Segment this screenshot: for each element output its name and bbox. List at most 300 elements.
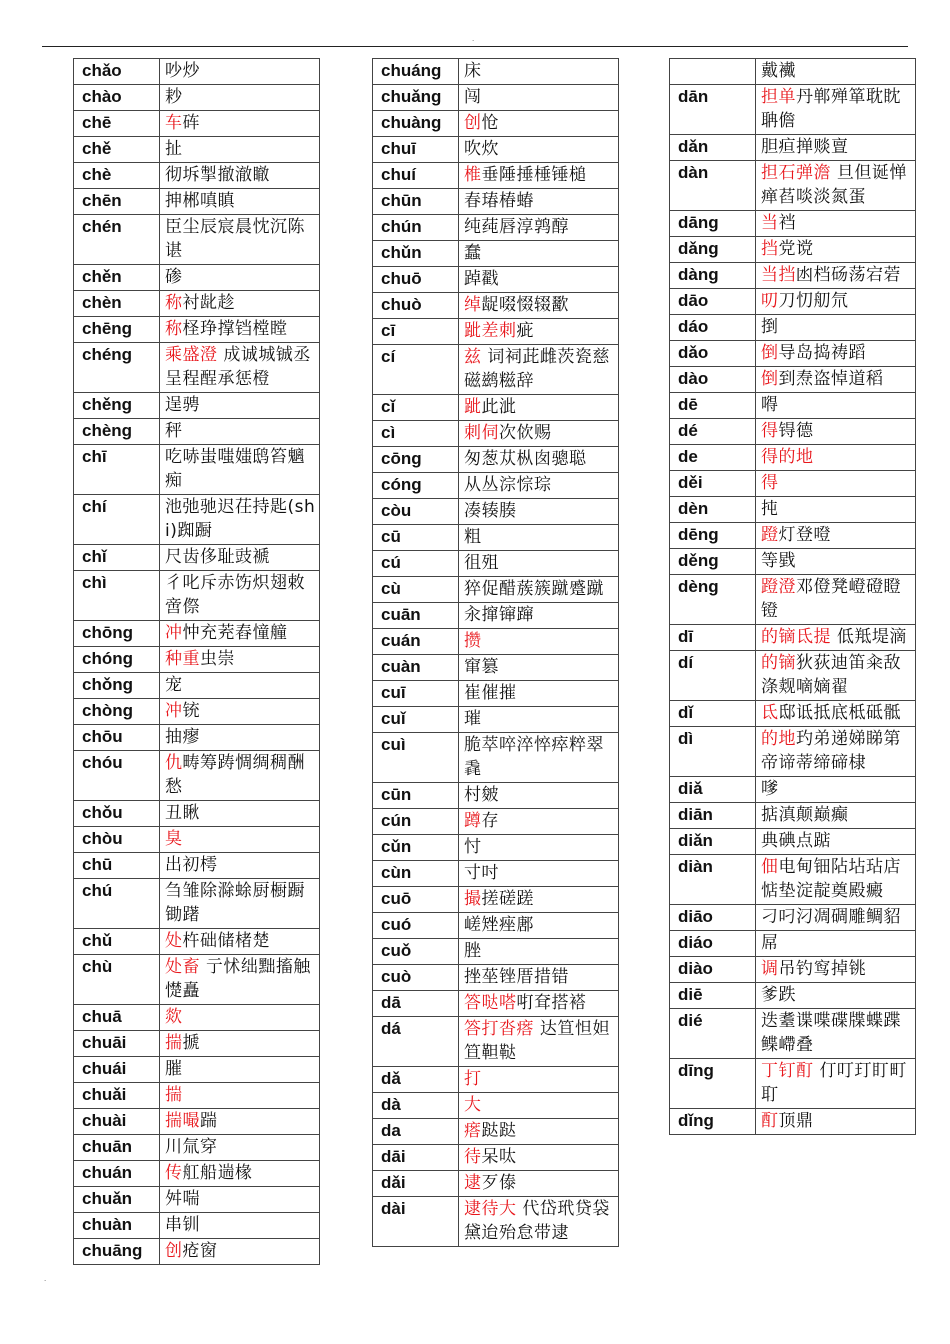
- table-row: [373, 707, 619, 733]
- regular-characters: 村皴: [464, 785, 499, 805]
- table-row: [373, 887, 619, 913]
- table-row: [670, 575, 916, 625]
- table-row: [373, 939, 619, 965]
- table-row: [74, 1135, 320, 1161]
- characters-cell: [459, 733, 619, 783]
- header-rule: [42, 46, 908, 47]
- pinyin-cell: dǎ: [373, 1067, 459, 1093]
- table-row: [74, 111, 320, 137]
- polyphonic-characters: 称: [165, 293, 183, 313]
- table-row: [670, 523, 916, 549]
- pinyin-cell: cù: [373, 577, 459, 603]
- pinyin-cell: chún: [373, 215, 459, 241]
- table-row: [373, 1093, 619, 1119]
- characters-cell: [756, 651, 916, 701]
- characters-cell: [756, 135, 916, 161]
- pinyin-cell: dào: [670, 367, 756, 393]
- pinyin-table-column-3: [669, 58, 916, 1135]
- pinyin-cell: dāo: [670, 289, 756, 315]
- regular-characters: 宠: [165, 675, 183, 695]
- regular-characters: 尺齿侈耻豉褫: [165, 547, 270, 567]
- characters-cell: [459, 137, 619, 163]
- pinyin-cell: còu: [373, 499, 459, 525]
- header-mark: ·: [472, 37, 475, 45]
- regular-characters: 挫莝锉厝措错: [464, 967, 569, 987]
- polyphonic-characters: 酊: [761, 1111, 779, 1131]
- regular-characters: 玓弟递娣睇第帝谛蒂缔碲棣: [761, 729, 901, 773]
- pinyin-cell: chuǎng: [373, 85, 459, 111]
- pinyin-cell: chěng: [74, 393, 160, 419]
- pinyin-cell: chuò: [373, 293, 459, 319]
- table-row: [670, 905, 916, 931]
- characters-cell: [160, 317, 320, 343]
- pinyin-cell: chè: [74, 163, 160, 189]
- characters-cell: [756, 341, 916, 367]
- polyphonic-characters: 大: [464, 1095, 482, 1115]
- table-row: [373, 681, 619, 707]
- table-row: [74, 495, 320, 545]
- characters-cell: [756, 289, 916, 315]
- pinyin-cell: chuái: [74, 1057, 160, 1083]
- regular-characters: 扽: [761, 499, 779, 519]
- regular-characters: 丹郸殚箪耽眈聃儋: [761, 87, 901, 131]
- pinyin-cell: cōng: [373, 447, 459, 473]
- pinyin-cell: diǎ: [670, 777, 756, 803]
- polyphonic-characters: 的镝: [761, 653, 796, 673]
- characters-cell: [160, 827, 320, 853]
- characters-cell: [756, 315, 916, 341]
- table-row: [670, 1109, 916, 1135]
- characters-cell: [756, 575, 916, 625]
- regular-characters: 床: [464, 61, 482, 81]
- regular-characters: 秤: [165, 421, 183, 441]
- characters-cell: [756, 803, 916, 829]
- characters-cell: [160, 393, 320, 419]
- pinyin-cell: chuàng: [373, 111, 459, 137]
- polyphonic-characters: 蹬澄: [761, 577, 796, 597]
- regular-characters: 逞骋: [165, 395, 200, 415]
- regular-characters: 畴筹踌惆绸稠酬愁: [165, 753, 305, 797]
- characters-cell: [160, 445, 320, 495]
- characters-cell: [756, 983, 916, 1009]
- characters-cell: [459, 1067, 619, 1093]
- regular-characters: 存: [481, 811, 499, 831]
- characters-cell: [160, 1031, 320, 1057]
- table-row: [670, 855, 916, 905]
- pinyin-cell: chú: [74, 879, 160, 929]
- pinyin-cell: chuáng: [373, 59, 459, 85]
- polyphonic-characters: 待: [464, 1147, 482, 1167]
- regular-characters: 吊钓窎掉铫: [778, 959, 866, 979]
- regular-characters: 抻郴嗔瞋: [165, 191, 235, 211]
- table-row: [74, 1031, 320, 1057]
- polyphonic-characters: 丁钉酊: [761, 1061, 814, 1081]
- polyphonic-characters: 撮: [464, 889, 482, 909]
- pinyin-cell: dān: [670, 85, 756, 135]
- characters-cell: [160, 647, 320, 673]
- pinyin-cell: dàng: [670, 263, 756, 289]
- characters-cell: [160, 343, 320, 393]
- characters-cell: [459, 629, 619, 655]
- table-row: [373, 1119, 619, 1145]
- regular-characters: 杵础储楮楚: [182, 931, 270, 951]
- characters-cell: [459, 965, 619, 991]
- pinyin-cell: chóng: [74, 647, 160, 673]
- regular-characters: 低羝堤滴: [831, 627, 907, 647]
- regular-characters: 呆呔: [481, 1147, 517, 1167]
- regular-characters: 垂陲捶棰锤槌: [481, 165, 587, 185]
- polyphonic-characters: 的镝氐提: [761, 627, 831, 647]
- regular-characters: 达笪怛妲笪靼鞑: [464, 1019, 610, 1063]
- table-row: [74, 291, 320, 317]
- characters-cell: [756, 523, 916, 549]
- pinyin-cell: chèn: [74, 291, 160, 317]
- regular-characters: 搓磋蹉: [481, 889, 534, 909]
- table-row: [373, 1145, 619, 1171]
- characters-cell: [756, 85, 916, 135]
- table-row: [670, 445, 916, 471]
- pinyin-cell: cuī: [373, 681, 459, 707]
- characters-cell: [160, 801, 320, 827]
- characters-cell: [756, 1109, 916, 1135]
- characters-cell: [160, 163, 320, 189]
- characters-cell: [160, 189, 320, 215]
- pinyin-cell: chǒng: [74, 673, 160, 699]
- regular-characters: 川氚穿: [165, 1137, 218, 1157]
- pinyin-cell: chī: [74, 445, 160, 495]
- characters-cell: [160, 111, 320, 137]
- regular-characters: 仃叮玎盯町耵: [761, 1061, 907, 1105]
- characters-cell: [160, 137, 320, 163]
- table-row: [74, 215, 320, 265]
- pinyin-cell: diān: [670, 803, 756, 829]
- characters-cell: [459, 603, 619, 629]
- table-row: [373, 603, 619, 629]
- table-row: [74, 1187, 320, 1213]
- characters-cell: [459, 473, 619, 499]
- table-row: [74, 343, 320, 393]
- characters-cell: [160, 1213, 320, 1239]
- characters-cell: [459, 85, 619, 111]
- characters-cell: [459, 1171, 619, 1197]
- characters-cell: [459, 887, 619, 913]
- pinyin-cell: dáo: [670, 315, 756, 341]
- polyphonic-characters: 逮待大: [464, 1199, 517, 1219]
- characters-cell: [459, 1017, 619, 1067]
- table-row: [670, 367, 916, 393]
- pinyin-cell: diáo: [670, 931, 756, 957]
- pinyin-cell: cú: [373, 551, 459, 577]
- characters-cell: [160, 699, 320, 725]
- characters-cell: [160, 853, 320, 879]
- polyphonic-characters: 答打沓瘩: [464, 1019, 534, 1039]
- regular-characters: 寸吋: [464, 863, 499, 883]
- pinyin-cell: chuài: [74, 1109, 160, 1135]
- table-row: [670, 419, 916, 445]
- pinyin-cell: cuān: [373, 603, 459, 629]
- characters-cell: [756, 161, 916, 211]
- pinyin-cell: cuì: [373, 733, 459, 783]
- regular-characters: 脞: [464, 941, 482, 961]
- characters-cell: [459, 111, 619, 137]
- regular-characters: 璀: [464, 709, 482, 729]
- regular-characters: 猝促醋蔟簇蹴蹙蹴: [464, 579, 604, 599]
- pinyin-cell: chòng: [74, 699, 160, 725]
- characters-cell: [459, 913, 619, 939]
- table-row: [74, 445, 320, 495]
- pinyin-cell: cū: [373, 525, 459, 551]
- pinyin-cell: chēng: [74, 317, 160, 343]
- table-row: [670, 263, 916, 289]
- polyphonic-characters: 得: [761, 473, 779, 493]
- pinyin-cell: cùn: [373, 861, 459, 887]
- regular-characters: 扯: [165, 139, 183, 159]
- regular-characters: 春瑃椿蝽: [464, 191, 534, 211]
- pinyin-cell: cuǒ: [373, 939, 459, 965]
- pinyin-cell: cǐ: [373, 395, 459, 421]
- pinyin-cell: chūn: [373, 189, 459, 215]
- pinyin-cell: dīng: [670, 1059, 756, 1109]
- regular-characters: 忖: [464, 837, 482, 857]
- regular-characters: 池弛驰迟茌持匙(shi)踟蹰: [165, 497, 316, 541]
- pinyin-cell: cūn: [373, 783, 459, 809]
- table-row: [373, 499, 619, 525]
- pinyin-cell: chéng: [74, 343, 160, 393]
- characters-cell: [756, 957, 916, 983]
- characters-cell: [160, 419, 320, 445]
- regular-characters: 踹: [200, 1111, 218, 1131]
- polyphonic-characters: 得: [761, 421, 779, 441]
- pinyin-cell: chǎo: [74, 59, 160, 85]
- table-row: [74, 827, 320, 853]
- pinyin-cell: diào: [670, 957, 756, 983]
- polyphonic-characters: 刺伺: [464, 423, 499, 443]
- pinyin-cell: diǎn: [670, 829, 756, 855]
- table-row: [373, 85, 619, 111]
- polyphonic-characters: 挡: [761, 239, 779, 259]
- table-row: [74, 419, 320, 445]
- polyphonic-characters: 臭: [165, 829, 183, 849]
- table-row: [373, 215, 619, 241]
- regular-characters: 铳: [182, 701, 200, 721]
- regular-characters: 吃哧蚩嗤媸鸱笞魑痴: [165, 447, 305, 491]
- pinyin-cell: chèng: [74, 419, 160, 445]
- regular-characters: 砗: [182, 113, 200, 133]
- pinyin-cell: chuān: [74, 1135, 160, 1161]
- regular-characters: 疮窗: [182, 1241, 218, 1261]
- table-row: [74, 1005, 320, 1031]
- characters-cell: [160, 291, 320, 317]
- regular-characters: 纯莼唇淳鹑醇: [464, 217, 569, 237]
- regular-characters: 凼档砀荡宕菪: [796, 265, 901, 285]
- regular-characters: 锝德: [778, 421, 814, 441]
- pinyin-cell: cǔn: [373, 835, 459, 861]
- table-row: [670, 135, 916, 161]
- table-row: [74, 751, 320, 801]
- polyphonic-characters: 跐差刺: [464, 321, 517, 341]
- characters-cell: [160, 1109, 320, 1135]
- regular-characters: 嘚: [761, 395, 779, 415]
- polyphonic-characters: 传: [165, 1163, 183, 1183]
- characters-cell: [756, 263, 916, 289]
- table-row: [373, 629, 619, 655]
- characters-cell: [160, 621, 320, 647]
- polyphonic-characters: 担石弹澹: [761, 163, 831, 183]
- regular-characters: 吹炊: [464, 139, 499, 159]
- polyphonic-characters: 处畜: [165, 957, 200, 977]
- characters-cell: [160, 955, 320, 1005]
- characters-cell: [160, 1083, 320, 1109]
- polyphonic-characters: 攒: [464, 631, 482, 651]
- pinyin-cell: dì: [670, 727, 756, 777]
- regular-characters: 电甸钿阽坫玷店惦垫淀靛奠殿癜: [761, 857, 901, 901]
- regular-characters: 刍雏除滁蜍厨橱蹰锄躇: [165, 881, 305, 925]
- pinyin-cell: cī: [373, 319, 459, 345]
- regular-characters: 狄荻迪笛籴敌涤觌嘀嫡翟: [761, 653, 901, 697]
- pinyin-table-column-2: [372, 58, 619, 1247]
- pinyin-cell: dī: [670, 625, 756, 651]
- characters-cell: [459, 267, 619, 293]
- pinyin-cell: cuó: [373, 913, 459, 939]
- characters-cell: [160, 215, 320, 265]
- regular-characters: 忡充茺舂憧艟: [182, 623, 288, 643]
- regular-characters: 词祠茈雌茨瓷慈磁鹚糍辞: [464, 347, 610, 391]
- regular-characters: 粗: [464, 527, 482, 547]
- pinyin-cell: [670, 59, 756, 85]
- table-row: [373, 1067, 619, 1093]
- pinyin-cell: chōu: [74, 725, 160, 751]
- regular-characters: 旦但诞惮瘅萏啖淡氮蛋: [761, 163, 907, 207]
- regular-characters: 代岱玳贷袋黛迨殆怠带逮: [464, 1199, 610, 1243]
- pinyin-cell: dàn: [670, 161, 756, 211]
- pinyin-cell: chuàn: [74, 1213, 160, 1239]
- pinyin-cell: chōng: [74, 621, 160, 647]
- table-row: [670, 59, 916, 85]
- regular-characters: 掂滇颠巅癫: [761, 805, 849, 825]
- regular-characters: 彻坼掣撤澈瞮: [165, 165, 270, 185]
- regular-characters: 凑辏腠: [464, 501, 517, 521]
- pinyin-cell: cuò: [373, 965, 459, 991]
- table-row: [373, 1171, 619, 1197]
- characters-cell: [459, 681, 619, 707]
- table-row: [670, 549, 916, 575]
- regular-characters: 党谠: [778, 239, 814, 259]
- characters-cell: [459, 707, 619, 733]
- characters-cell: [160, 1187, 320, 1213]
- polyphonic-characters: 揣: [165, 1085, 183, 1105]
- pinyin-cell: chuǎi: [74, 1083, 160, 1109]
- polyphonic-characters: 处: [165, 931, 183, 951]
- polyphonic-characters: 仇: [165, 753, 183, 773]
- polyphonic-characters: 兹: [464, 347, 482, 367]
- pinyin-cell: chǒu: [74, 801, 160, 827]
- characters-cell: [459, 395, 619, 421]
- regular-characters: 抽瘳: [165, 727, 200, 747]
- characters-cell: [160, 545, 320, 571]
- table-row: [670, 315, 916, 341]
- pinyin-cell: dé: [670, 419, 756, 445]
- characters-cell: [160, 1005, 320, 1031]
- table-row: [373, 991, 619, 1017]
- polyphonic-characters: 当挡: [761, 265, 796, 285]
- characters-cell: [756, 855, 916, 905]
- table-row: [670, 497, 916, 523]
- pinyin-cell: dē: [670, 393, 756, 419]
- regular-characters: 歹傣: [481, 1173, 517, 1193]
- pinyin-cell: chuā: [74, 1005, 160, 1031]
- table-row: [74, 1213, 320, 1239]
- pinyin-cell: diāo: [670, 905, 756, 931]
- table-row: [670, 393, 916, 419]
- pinyin-cell: dèng: [670, 575, 756, 625]
- regular-characters: 顶鼎: [778, 1111, 814, 1131]
- regular-characters: 等戥: [761, 551, 796, 571]
- characters-cell: [756, 777, 916, 803]
- pinyin-cell: chào: [74, 85, 160, 111]
- table-row: [74, 265, 320, 291]
- regular-characters: 碜: [165, 267, 183, 287]
- table-row: [74, 879, 320, 929]
- characters-cell: [459, 939, 619, 965]
- regular-characters: 衬龀趁: [182, 293, 235, 313]
- table-row: [373, 319, 619, 345]
- polyphonic-characters: 叨: [761, 291, 779, 311]
- polyphonic-characters: 椎: [464, 165, 482, 185]
- characters-cell: [756, 471, 916, 497]
- pinyin-cell: dǐ: [670, 701, 756, 727]
- pinyin-cell: chuāi: [74, 1031, 160, 1057]
- characters-cell: [459, 1119, 619, 1145]
- characters-cell: [756, 237, 916, 263]
- table-row: [373, 395, 619, 421]
- pinyin-cell: cì: [373, 421, 459, 447]
- polyphonic-characters: 瘩: [464, 1121, 482, 1141]
- characters-cell: [459, 809, 619, 835]
- regular-characters: 搋: [182, 1033, 200, 1053]
- pinyin-cell: chǔ: [74, 929, 160, 955]
- characters-cell: [459, 835, 619, 861]
- table-row: [670, 85, 916, 135]
- table-row: [670, 957, 916, 983]
- characters-cell: [756, 829, 916, 855]
- pinyin-cell: cóng: [373, 473, 459, 499]
- regular-characters: 窜篡: [464, 657, 499, 677]
- regular-characters: 爹跌: [761, 985, 796, 1005]
- regular-characters: 导岛捣祷蹈: [778, 343, 866, 363]
- regular-characters: 此泚: [481, 397, 517, 417]
- regular-characters: 咑耷搭褡: [516, 993, 587, 1013]
- characters-cell: [160, 571, 320, 621]
- regular-characters: 虫崇: [200, 649, 235, 669]
- regular-characters: 怆: [481, 113, 499, 133]
- characters-cell: [459, 991, 619, 1017]
- table-row: [670, 341, 916, 367]
- characters-cell: [459, 1145, 619, 1171]
- regular-characters: 邓僜凳嶝磴瞪镫: [761, 577, 901, 621]
- regular-characters: 灯登噔: [778, 525, 831, 545]
- pinyin-cell: dá: [373, 1017, 459, 1067]
- characters-cell: [756, 727, 916, 777]
- table-row: [373, 421, 619, 447]
- pinyin-cell: chòu: [74, 827, 160, 853]
- table-row: [74, 801, 320, 827]
- pinyin-cell: cí: [373, 345, 459, 395]
- table-row: [373, 577, 619, 603]
- pinyin-cell: chē: [74, 111, 160, 137]
- characters-cell: [160, 1135, 320, 1161]
- pinyin-cell: chuán: [74, 1161, 160, 1187]
- pinyin-cell: cuán: [373, 629, 459, 655]
